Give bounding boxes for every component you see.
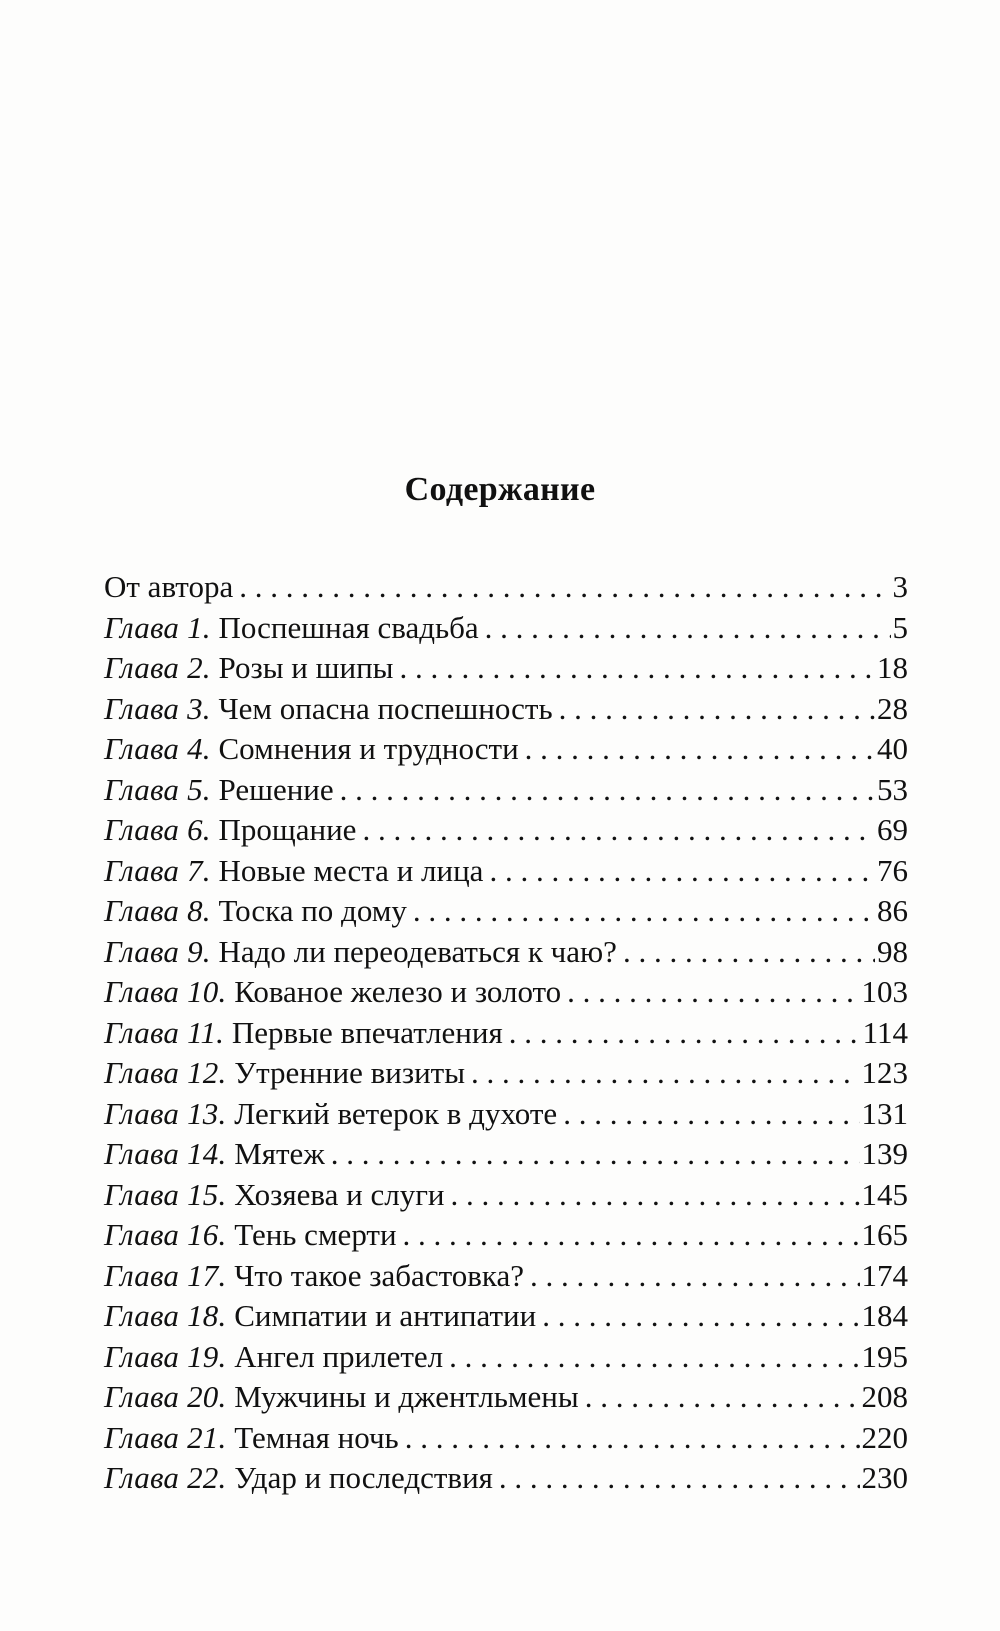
toc-page-number: 230 xyxy=(861,1460,908,1495)
chapter-label: Глава 22. xyxy=(104,1460,227,1495)
chapter-label: Глава 5. xyxy=(104,771,211,807)
dot-leader xyxy=(331,1134,860,1174)
toc-page-number: 103 xyxy=(861,974,908,1009)
toc-entry-title: Кованое железо и золото xyxy=(234,974,562,1009)
chapter-label: Глава 2. xyxy=(104,650,211,685)
toc-entry-title: Легкий ветерок в духоте xyxy=(234,1095,558,1131)
toc-entry-title: Что такое забастовка? xyxy=(234,1257,524,1293)
toc-entry xyxy=(104,1296,908,1337)
dot-leader xyxy=(239,567,890,607)
toc-entry-title: Мятеж xyxy=(234,1136,325,1171)
dot-leader xyxy=(485,608,891,648)
dot-leader xyxy=(451,1175,860,1215)
chapter-label: Глава 15. xyxy=(104,1176,227,1212)
toc-entry-title: Новые места и лица xyxy=(218,852,484,888)
toc-entry-title: Прощание xyxy=(218,812,357,847)
toc-page-number: 18 xyxy=(877,650,908,685)
toc-page-number: 86 xyxy=(877,893,908,928)
toc-entry-title: Надо ли переодеваться к чаю? xyxy=(218,933,617,969)
dot-leader xyxy=(525,729,875,769)
chapter-label: Глава 17. xyxy=(104,1257,227,1293)
toc-entry xyxy=(104,608,908,649)
toc-page-number: 145 xyxy=(861,1176,908,1212)
chapter-label: Глава 1. xyxy=(104,609,211,645)
toc-entry xyxy=(104,1256,908,1297)
dot-leader xyxy=(623,932,875,972)
toc-entry xyxy=(104,1377,908,1418)
toc-entry xyxy=(104,1094,908,1135)
chapter-label: Глава 18. xyxy=(104,1298,227,1333)
dot-leader xyxy=(542,1296,859,1336)
toc-entry-title: Удар и последствия xyxy=(234,1460,493,1495)
toc-entry xyxy=(104,1175,908,1216)
dot-leader xyxy=(362,810,875,850)
toc-entry xyxy=(104,810,908,851)
dot-leader xyxy=(403,1215,860,1255)
toc-entry-title: Первые впечатления xyxy=(231,1014,503,1050)
toc-entry-title: Сомнения и трудности xyxy=(218,731,519,766)
toc-entry xyxy=(104,891,908,932)
toc-entry xyxy=(104,1013,908,1054)
toc-entry xyxy=(104,729,908,770)
toc-page-number: 184 xyxy=(861,1298,908,1333)
toc-page-number: 123 xyxy=(861,1055,908,1090)
toc-entry xyxy=(104,1458,908,1499)
toc-entry-title: Решение xyxy=(218,771,334,807)
toc-entry-title: Чем опасна поспешность xyxy=(218,690,553,726)
dot-leader xyxy=(449,1337,859,1377)
chapter-label: Глава 6. xyxy=(104,812,211,847)
toc-entry-title: Темная ночь xyxy=(234,1419,399,1455)
dot-leader xyxy=(563,1094,859,1134)
dot-leader xyxy=(340,770,875,810)
chapter-label: Глава 14. xyxy=(104,1136,227,1171)
toc-entry xyxy=(104,1053,908,1094)
chapter-label: Глава 9. xyxy=(104,933,211,969)
page-title: Содержание xyxy=(404,471,596,508)
toc-entry-title: Ангел прилетел xyxy=(234,1338,444,1374)
toc-page-number: 220 xyxy=(861,1419,908,1455)
toc-entry-title: Розы и шипы xyxy=(218,650,394,685)
dot-leader xyxy=(530,1256,860,1296)
dot-leader xyxy=(559,689,875,729)
chapter-label: Глава 4. xyxy=(104,731,211,766)
dot-leader xyxy=(499,1458,860,1498)
chapter-label: Глава 7. xyxy=(104,852,211,888)
toc-page-number: 131 xyxy=(861,1095,908,1131)
chapter-label: Глава 12. xyxy=(104,1055,227,1090)
toc-page-number: 40 xyxy=(877,731,908,766)
toc-entry-title: Мужчины и джентльмены xyxy=(234,1379,579,1414)
toc-page-number: 3 xyxy=(892,569,908,604)
toc-page-number: 76 xyxy=(877,852,908,888)
toc-entry xyxy=(104,1418,908,1459)
toc-entry-title: Поспешная свадьба xyxy=(218,609,479,645)
toc-entry xyxy=(104,1337,908,1378)
toc-entry xyxy=(104,972,908,1013)
dot-leader xyxy=(509,1013,861,1053)
dot-leader xyxy=(471,1053,859,1093)
toc-entry-title: От автора xyxy=(104,569,234,604)
toc-page-number: 139 xyxy=(861,1136,908,1171)
chapter-label: Глава 10. xyxy=(104,974,227,1009)
table-of-contents xyxy=(104,567,908,1499)
dot-leader xyxy=(400,648,876,688)
toc-entry xyxy=(104,1134,908,1175)
toc-page-number: 28 xyxy=(877,690,908,726)
dot-leader xyxy=(489,851,875,891)
toc-entry xyxy=(104,851,908,892)
toc-entry-title: Хозяева и слуги xyxy=(234,1176,445,1212)
chapter-label: Глава 16. xyxy=(104,1217,227,1252)
toc-page-number: 174 xyxy=(861,1257,908,1293)
toc-entry-title: Симпатии и антипатии xyxy=(234,1298,537,1333)
toc-entry xyxy=(104,648,908,689)
toc-entry xyxy=(104,567,908,608)
toc-entry-title: Утренние визиты xyxy=(234,1055,466,1090)
chapter-label: Глава 11. xyxy=(104,1014,225,1050)
toc-entry xyxy=(104,1215,908,1256)
toc-page-number: 114 xyxy=(862,1014,908,1050)
toc-entry-title: Тоска по дому xyxy=(218,893,407,928)
chapter-label: Глава 19. xyxy=(104,1338,227,1374)
chapter-label: Глава 8. xyxy=(104,893,211,928)
toc-entry xyxy=(104,689,908,730)
chapter-label: Глава 13. xyxy=(104,1095,227,1131)
toc-entry-title: Тень смерти xyxy=(234,1217,397,1252)
dot-leader xyxy=(585,1377,860,1417)
toc-page-number: 165 xyxy=(861,1217,908,1252)
dot-leader xyxy=(405,1418,860,1458)
toc-entry xyxy=(104,932,908,973)
toc-page-number: 208 xyxy=(861,1379,908,1414)
toc-page-number: 195 xyxy=(861,1338,908,1374)
dot-leader xyxy=(413,891,875,931)
toc-entry xyxy=(104,770,908,811)
dot-leader xyxy=(567,972,859,1012)
toc-page-number: 98 xyxy=(877,933,908,969)
toc-page-number: 69 xyxy=(877,812,908,847)
toc-page-number: 5 xyxy=(892,609,908,645)
chapter-label: Глава 21. xyxy=(104,1419,227,1455)
chapter-label: Глава 20. xyxy=(104,1379,227,1414)
chapter-label: Глава 3. xyxy=(104,690,211,726)
toc-page-number: 53 xyxy=(877,771,908,807)
